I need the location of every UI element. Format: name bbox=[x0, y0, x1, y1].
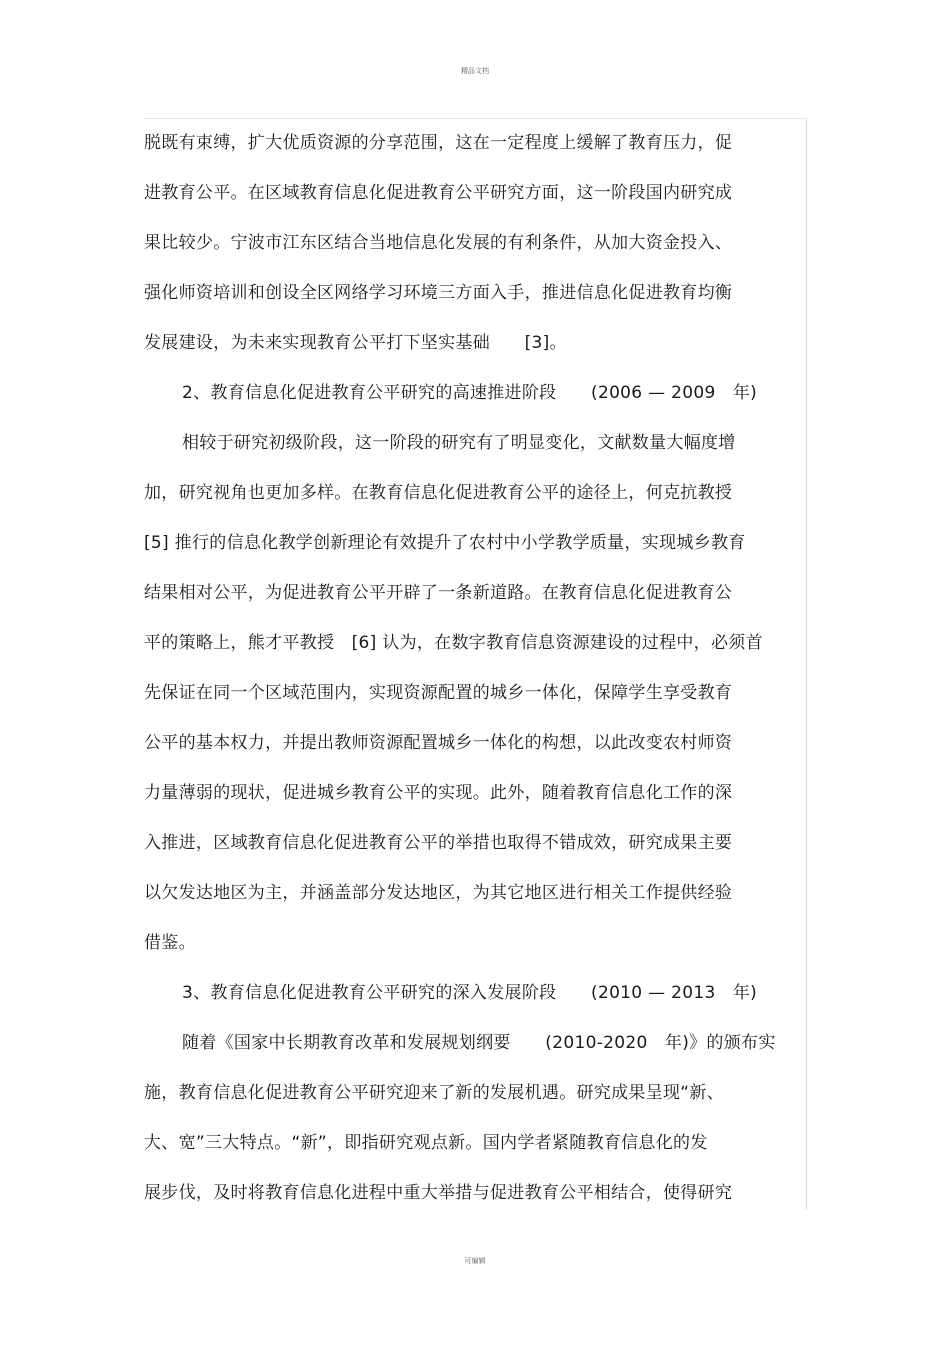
section-heading-2: 2、教育信息化促进教育公平研究的高速推进阶段 (2006 — 2009 年) bbox=[182, 383, 758, 403]
body-line: 强化师资培训和创设全区网络学习环境三方面入手，推进信息化促进教育均衡 bbox=[144, 283, 733, 303]
body-line: 随着《国家中长期教育改革和发展规划纲要 (2010-2020 年)》的颁布实 bbox=[182, 1033, 776, 1053]
body-line: 公平的基本权力，并提出教师资源配置城乡一体化的构想，以此改变农村师资 bbox=[144, 733, 733, 753]
page-footer: 可编辑 bbox=[464, 1257, 486, 1265]
body-line: 借鉴。 bbox=[144, 933, 196, 953]
body-line: 结果相对公平，为促进教育公平开辟了一条新道路。在教育信息化促进教育公 bbox=[144, 583, 733, 603]
page-header: 精品文档 bbox=[461, 67, 489, 75]
body-line: 大、宽”三大特点。“新”，即指研究观点新。国内学者紧随教育信息化的发 bbox=[144, 1133, 708, 1153]
body-line: 展步伐，及时将教育信息化进程中重大举措与促进教育公平相结合，使得研究 bbox=[144, 1183, 733, 1203]
body-line: 力量薄弱的现状，促进城乡教育公平的实现。此外，随着教育信息化工作的深 bbox=[144, 783, 733, 803]
body-line: 以欠发达地区为主，并涵盖部分发达地区，为其它地区进行相关工作提供经验 bbox=[144, 883, 733, 903]
body-line: [5] 推行的信息化教学创新理论有效提升了农村中小学教学质量，实现城乡教育 bbox=[144, 533, 746, 553]
body-line: 施，教育信息化促进教育公平研究迎来了新的发展机遇。研究成果呈现“新、 bbox=[144, 1083, 725, 1103]
body-line: 加，研究视角也更加多样。在教育信息化促进教育公平的途径上，何克抗教授 bbox=[144, 483, 733, 503]
body-line: 入推进，区域教育信息化促进教育公平的举措也取得不错成效，研究成果主要 bbox=[144, 833, 733, 853]
body-line: 发展建设，为未来实现教育公平打下坚实基础 [3]。 bbox=[144, 333, 567, 353]
body-line: 相较于研究初级阶段，这一阶段的研究有了明显变化，文献数量大幅度增 bbox=[182, 433, 736, 453]
body-line: 果比较少。宁波市江东区结合当地信息化发展的有利条件，从加大资金投入、 bbox=[144, 233, 733, 253]
body-line: 进教育公平。在区域教育信息化促进教育公平研究方面，这一阶段国内研究成 bbox=[144, 183, 733, 203]
section-heading-3: 3、教育信息化促进教育公平研究的深入发展阶段 (2010 — 2013 年) bbox=[182, 983, 758, 1003]
body-line: 先保证在同一个区域范围内，实现资源配置的城乡一体化，保障学生享受教育 bbox=[144, 683, 733, 703]
body-line: 脱既有束缚，扩大优质资源的分享范围，这在一定程度上缓解了教育压力，促 bbox=[144, 133, 733, 153]
body-line: 平的策略上，熊才平教授 [6] 认为，在数字教育信息资源建设的过程中，必须首 bbox=[144, 633, 763, 653]
